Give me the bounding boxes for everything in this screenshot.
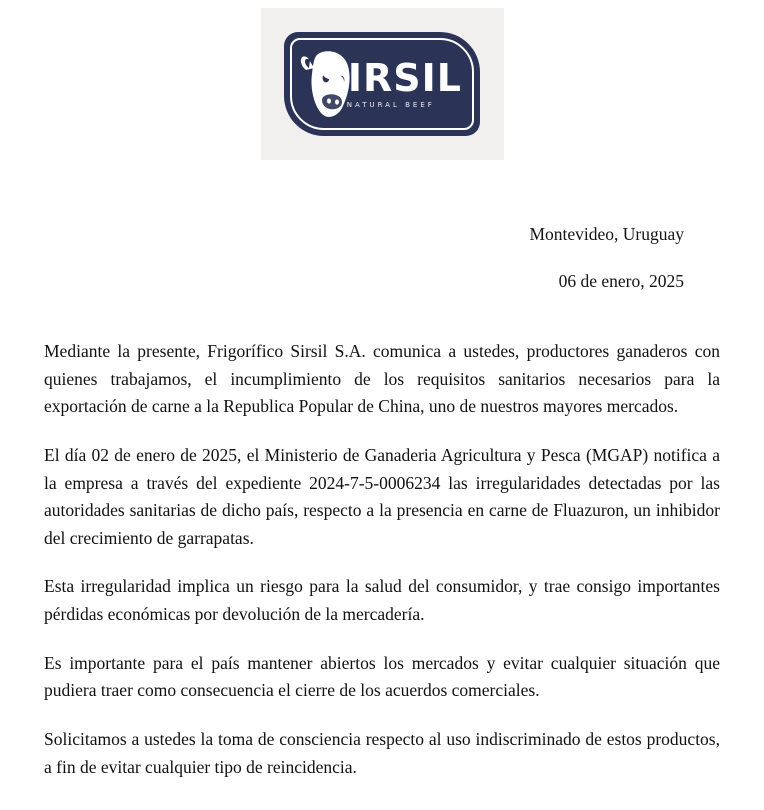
paragraph: Mediante la presente, Frigorífico Sirsil S.A. comunica a ustedes, productores ganaderos con quienes trabajamos, el incumplimiento de los requisitos sanitarios necesarios para la exportación de carne a la Republica Popular de China, uno de nuestros mayores mercados. — [44, 341, 720, 417]
letter-place: Montevideo, Uruguay — [529, 224, 684, 244]
letter-meta — [44, 224, 720, 292]
paragraph: Es importante para el país mantener abiertos los mercados y evitar cualquier situación que pudiera traer como consecuencia el cierre de los acuerdos comerciales. — [44, 652, 720, 701]
logo-backdrop — [261, 8, 504, 160]
paragraph: El día 02 de enero de 2025, el Ministerio de Ganaderia Agricultura y Pesca (MGAP) notifica a la empresa a través del expediente 2024-7-5-0006234 las irregularidades detectadas por las autoridades sanitarias de dicho país, respecto a la presencia en carne de Fluazuron, un inhibidor del crecimiento de garrapatas. — [44, 444, 720, 548]
brand-tagline: NATURAL BEEF — [346, 101, 435, 109]
letter-paragraphs — [44, 338, 720, 781]
letter-body — [0, 224, 764, 781]
paragraph: Esta irregularidad implica un riesgo para la salud del consumidor, y trae consigo importantes pérdidas económicas por devolución de la mercadería. — [44, 576, 720, 625]
letter-date: 06 de enero, 2025 — [558, 271, 684, 291]
brand-badge — [284, 32, 480, 136]
brand-wordmark: SIRSIL — [319, 56, 462, 100]
letterhead — [0, 0, 764, 160]
paragraph: Solicitamos a ustedes la toma de consciencia respecto al uso indiscriminado de estos productos, a fin de evitar cualquier tipo de reincidencia. — [44, 729, 720, 777]
